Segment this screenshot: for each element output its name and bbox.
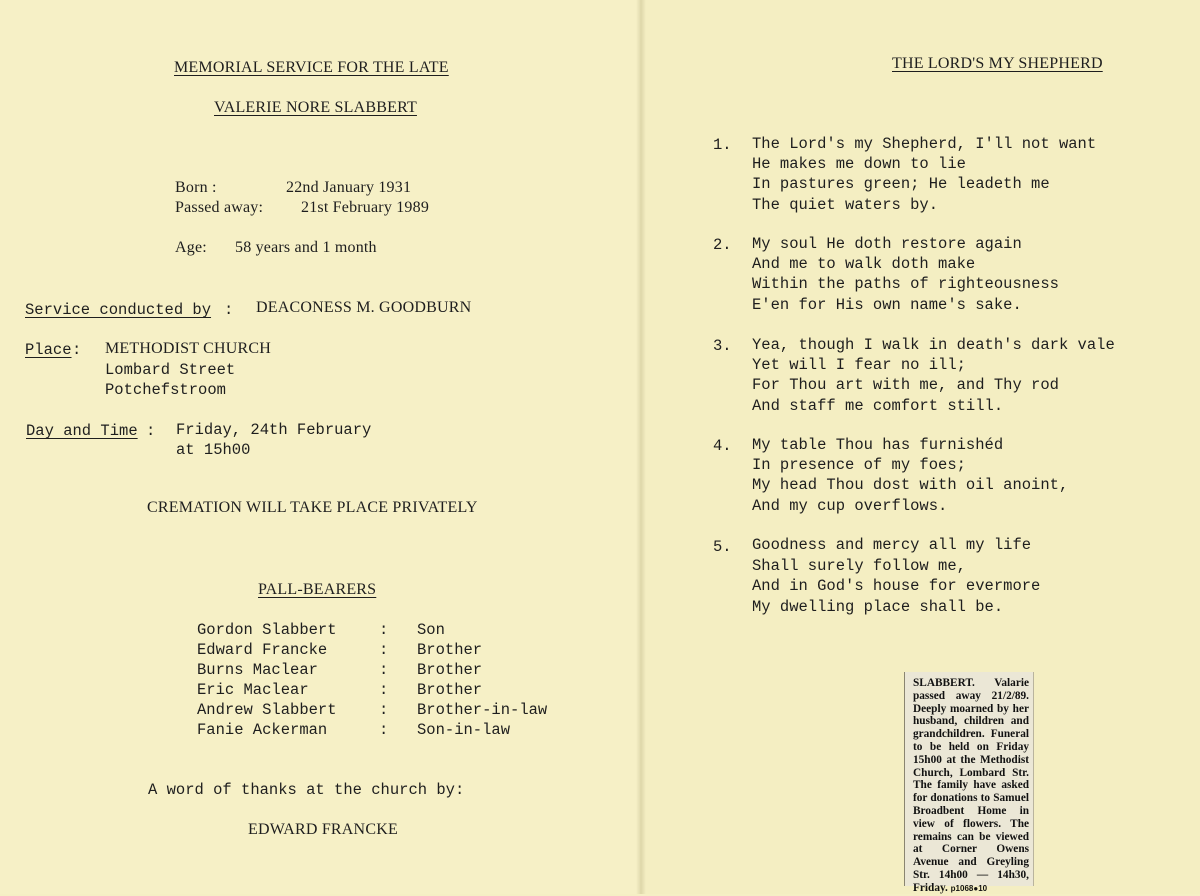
verse-line: My head Thou dost with oil anoint,	[752, 476, 1069, 494]
day-line-2: at 15h00	[176, 441, 251, 459]
verse-number: 5.	[713, 538, 732, 556]
place-line-1: METHODIST CHURCH	[105, 340, 272, 357]
verse-line: Goodness and mercy all my life	[752, 536, 1032, 554]
place-colon: :	[72, 341, 82, 359]
pallbearer-sep: :	[379, 721, 389, 739]
verse-line: Within the paths of righteousness	[752, 275, 1059, 293]
verse-line: The Lord's my Shepherd, I'll not want	[752, 135, 1097, 153]
pallbearer-sep: :	[379, 641, 389, 659]
clipping-code: p1068●10	[950, 883, 988, 893]
verse-line: And in God's house for evermore	[752, 577, 1041, 595]
hymn-title: THE LORD'S MY SHEPHERD	[892, 55, 1103, 72]
verse-line: E'en for His own name's sake.	[752, 296, 1022, 314]
age-value: 58 years and 1 month	[235, 239, 377, 256]
pallbearer-name: Fanie Ackerman	[197, 721, 328, 739]
verse-line: My table Thou has furnishéd	[752, 436, 1004, 454]
verse-line: He makes me down to lie	[752, 155, 966, 173]
verse-line: And my cup overflows.	[752, 497, 948, 515]
passed-label: Passed away:	[175, 199, 264, 216]
pallbearer-name: Edward Francke	[197, 641, 328, 659]
place-label: Place	[25, 341, 72, 359]
clipping-text: Valarie passed away 21/2/89. Deeply moarned by her husband, children and grandchildren. Funeral to be held on Friday 15h00 at the Methodist Church, Lombard Str. The family have asked for donations to Samuel Broadbent Home in view of flowers. The remains can be viewed at Corner Owens Avenue and Greyling Str. 14h00 — 14h30, Friday.	[913, 677, 1029, 894]
verse-line: My soul He doth restore again	[752, 235, 1022, 253]
pallbearer-name: Gordon Slabbert	[197, 621, 337, 639]
age-label: Age:	[175, 239, 207, 256]
pallbearer-name: Andrew Slabbert	[197, 701, 337, 719]
verse-line: And staff me comfort still.	[752, 397, 1004, 415]
clipping-name: SLABBERT.	[913, 677, 975, 689]
verse-line: For Thou art with me, and Thy rod	[752, 376, 1059, 394]
verse-number: 3.	[713, 337, 732, 355]
pallbearer-name: Burns Maclear	[197, 661, 318, 679]
pallbearer-relation: Brother	[417, 661, 483, 679]
passed-value: 21st February 1989	[301, 199, 430, 216]
pallbearer-sep: :	[379, 681, 389, 699]
pallbearer-relation: Son	[417, 621, 445, 639]
day-line-1: Friday, 24th February	[176, 421, 372, 439]
verse-line: In pastures green; He leadeth me	[752, 175, 1050, 193]
pallbearers-heading: PALL-BEARERS	[258, 581, 377, 598]
page-fold	[636, 0, 646, 894]
pallbearer-sep: :	[379, 701, 389, 719]
verse-line: Yea, though I walk in death's dark vale	[752, 336, 1115, 354]
born-value: 22nd January 1931	[286, 179, 412, 196]
pallbearer-sep: :	[379, 661, 389, 679]
verse-number: 4.	[713, 437, 732, 455]
thanks-line: A word of thanks at the church by:	[148, 781, 465, 799]
pallbearer-name: Eric Maclear	[197, 681, 309, 699]
place-line-2: Lombard Street	[105, 361, 236, 379]
verse-line: And me to walk doth make	[752, 255, 976, 273]
pallbearer-sep: :	[379, 621, 389, 639]
pallbearer-relation: Brother	[417, 681, 483, 699]
day-label: Day and Time	[26, 422, 138, 440]
verse-line: My dwelling place shall be.	[752, 598, 1004, 616]
verse-number: 1.	[713, 136, 732, 154]
pallbearer-relation: Son-in-law	[417, 721, 511, 739]
verse-line: Yet will I fear no ill;	[752, 356, 966, 374]
pallbearer-relation: Brother-in-law	[417, 701, 548, 719]
newspaper-clipping	[904, 672, 1034, 894]
place-line-3: Potchefstroom	[105, 381, 226, 399]
thanks-name: EDWARD FRANCKE	[248, 821, 398, 838]
verse-number: 2.	[713, 236, 732, 254]
title-line-1: MEMORIAL SERVICE FOR THE LATE	[174, 59, 449, 76]
title-line-2: VALERIE NORE SLABBERT	[214, 99, 417, 116]
service-label: Service conducted by	[25, 301, 212, 319]
pallbearer-relation: Brother	[417, 641, 483, 659]
service-colon: :	[224, 301, 234, 319]
verse-line: The quiet waters by.	[752, 196, 939, 214]
verse-line: Shall surely follow me,	[752, 557, 966, 575]
cremation-note: CREMATION WILL TAKE PLACE PRIVATELY	[147, 499, 478, 516]
born-label: Born :	[175, 179, 217, 196]
service-value: DEACONESS M. GOODBURN	[256, 299, 472, 316]
day-colon: :	[146, 422, 156, 440]
verse-line: In presence of my foes;	[752, 456, 966, 474]
